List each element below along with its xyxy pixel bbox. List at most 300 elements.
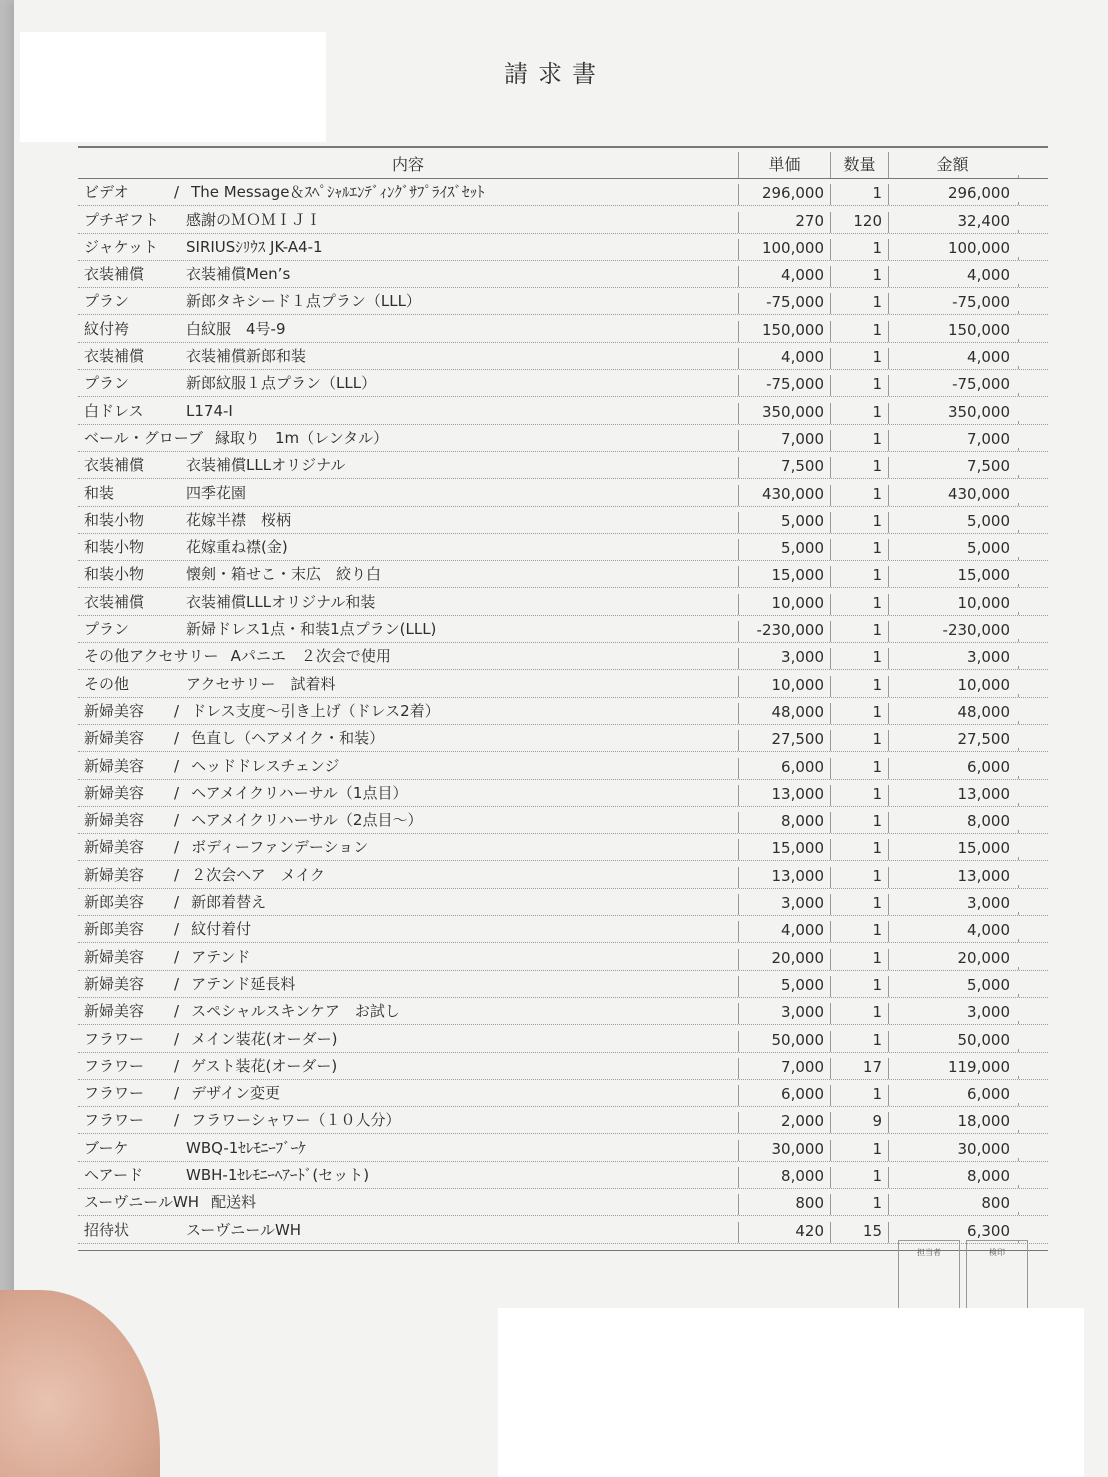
item-unit-price: -230,000 xyxy=(738,621,830,642)
item-name: ２次会ヘア メイク xyxy=(191,865,326,884)
item-content xyxy=(78,290,738,314)
item-quantity: 1 xyxy=(830,594,888,615)
item-unit-price: 27,500 xyxy=(738,730,830,751)
item-quantity: 1 xyxy=(830,1194,888,1215)
item-name: Aパニエ ２次会で使用 xyxy=(230,647,391,666)
item-unit-price: 50,000 xyxy=(738,1031,830,1052)
item-blank xyxy=(1018,1130,1048,1133)
item-name: 新郎紋服１点プラン（LLL） xyxy=(186,374,377,393)
item-amount: 150,000 xyxy=(888,321,1018,342)
item-blank xyxy=(1018,366,1048,369)
item-blank xyxy=(1018,1049,1048,1052)
item-blank xyxy=(1018,393,1048,396)
item-separator: / xyxy=(174,947,180,966)
item-quantity: 1 xyxy=(830,403,888,424)
item-blank xyxy=(1018,530,1048,533)
item-quantity: 1 xyxy=(830,921,888,942)
item-category: プラン xyxy=(84,292,130,311)
item-category: ヘアード xyxy=(84,1165,144,1184)
table-row xyxy=(78,588,1048,615)
item-amount: 5,000 xyxy=(888,976,1018,997)
item-unit-price: 100,000 xyxy=(738,239,830,260)
item-amount: 119,000 xyxy=(888,1058,1018,1079)
item-quantity: 1 xyxy=(830,621,888,642)
item-content xyxy=(78,864,738,888)
item-quantity: 1 xyxy=(830,1167,888,1188)
table-row xyxy=(78,206,1048,233)
item-name: 新郎着替え xyxy=(191,893,267,912)
item-quantity: 120 xyxy=(830,212,888,233)
item-unit-price: 3,000 xyxy=(738,1003,830,1024)
item-amount: 100,000 xyxy=(888,239,1018,260)
item-unit-price: 7,000 xyxy=(738,1058,830,1079)
item-category: 和装小物 xyxy=(84,538,145,557)
item-blank xyxy=(1018,448,1048,451)
item-blank xyxy=(1018,421,1048,424)
header-unit-price: 単価 xyxy=(738,152,830,178)
item-category: 新婦美容 xyxy=(84,1002,145,1021)
item-unit-price: 420 xyxy=(738,1222,830,1243)
item-content xyxy=(78,1219,738,1243)
item-separator: / xyxy=(174,1111,180,1130)
item-amount: 15,000 xyxy=(888,839,1018,860)
item-blank xyxy=(1018,1076,1048,1079)
item-quantity: 1 xyxy=(830,375,888,396)
item-blank xyxy=(1018,339,1048,342)
item-content xyxy=(78,591,738,615)
item-name: スーヴニールWH xyxy=(186,1220,302,1239)
item-name: 新郎タキシード１点プラン（LLL） xyxy=(186,292,421,311)
item-amount: 27,500 xyxy=(888,730,1018,751)
table-row xyxy=(78,943,1048,970)
header-content: 内容 xyxy=(391,155,424,174)
item-blank xyxy=(1018,639,1048,642)
item-content xyxy=(78,782,738,806)
item-amount: 800 xyxy=(888,1194,1018,1215)
item-quantity: 1 xyxy=(830,1085,888,1106)
item-content xyxy=(78,372,738,396)
item-name: 衣装補償LLLオリジナル xyxy=(186,456,346,475)
table-row xyxy=(78,234,1048,261)
item-content xyxy=(78,891,738,915)
item-blank xyxy=(1018,1185,1048,1188)
item-content xyxy=(78,427,738,451)
stamp-area xyxy=(898,1240,1028,1310)
item-content xyxy=(78,1055,738,1079)
item-name: 懐剣・箱せこ・末広 絞り白 xyxy=(186,565,382,584)
item-unit-price: 13,000 xyxy=(738,867,830,888)
item-blank xyxy=(1018,584,1048,587)
table-row xyxy=(78,752,1048,779)
item-unit-price: 6,000 xyxy=(738,1085,830,1106)
item-category: 新婦美容 xyxy=(84,947,145,966)
item-blank xyxy=(1018,475,1048,478)
item-separator: / xyxy=(174,838,180,857)
item-content xyxy=(78,454,738,478)
item-category: 新婦美容 xyxy=(84,974,145,993)
item-content xyxy=(78,318,738,342)
item-name: ドレス支度〜引き上げ（ドレス2着） xyxy=(191,701,440,720)
item-category: 新郎美容 xyxy=(84,920,145,939)
item-unit-price: 430,000 xyxy=(738,485,830,506)
item-separator: / xyxy=(174,701,180,720)
item-blank xyxy=(1018,830,1048,833)
item-amount: 32,400 xyxy=(888,212,1018,233)
item-unit-price: 3,000 xyxy=(738,894,830,915)
item-unit-price: 3,000 xyxy=(738,648,830,669)
header-quantity: 数量 xyxy=(830,152,888,178)
table-row xyxy=(78,1107,1048,1134)
item-unit-price: 8,000 xyxy=(738,812,830,833)
item-unit-price: 800 xyxy=(738,1194,830,1215)
item-quantity: 1 xyxy=(830,1003,888,1024)
item-amount: 5,000 xyxy=(888,539,1018,560)
item-amount: 50,000 xyxy=(888,1031,1018,1052)
redaction-box-top xyxy=(20,32,326,142)
item-quantity: 1 xyxy=(830,703,888,724)
item-amount: 350,000 xyxy=(888,403,1018,424)
item-unit-price: 7,500 xyxy=(738,457,830,478)
table-row xyxy=(78,971,1048,998)
item-content xyxy=(78,536,738,560)
table-row xyxy=(78,534,1048,561)
item-unit-price: 150,000 xyxy=(738,321,830,342)
item-amount: 6,000 xyxy=(888,758,1018,779)
item-content xyxy=(78,673,738,697)
item-amount: 7,000 xyxy=(888,430,1018,451)
item-category: 新婦美容 xyxy=(84,729,145,748)
item-amount: 5,000 xyxy=(888,512,1018,533)
item-name: 四季花園 xyxy=(186,483,247,502)
item-quantity: 1 xyxy=(830,266,888,287)
table-row xyxy=(78,179,1048,206)
item-content xyxy=(78,918,738,942)
item-separator: / xyxy=(174,893,180,912)
item-quantity: 1 xyxy=(830,348,888,369)
item-name: ヘッドドレスチェンジ xyxy=(191,756,340,775)
table-row xyxy=(78,780,1048,807)
item-category: 和装小物 xyxy=(84,565,145,584)
item-category: 衣装補償 xyxy=(84,347,145,366)
item-unit-price: 5,000 xyxy=(738,512,830,533)
item-blank xyxy=(1018,803,1048,806)
item-blank xyxy=(1018,612,1048,615)
document-title: 請求書 xyxy=(504,60,606,88)
item-name: SIRIUSｼﾘｳｽ JK-A4-1 xyxy=(186,237,323,256)
table-row xyxy=(78,998,1048,1025)
item-blank xyxy=(1018,748,1048,751)
item-unit-price: 15,000 xyxy=(738,839,830,860)
table-row xyxy=(78,370,1048,397)
table-row xyxy=(78,561,1048,588)
item-quantity: 1 xyxy=(830,648,888,669)
item-quantity: 1 xyxy=(830,485,888,506)
table-row xyxy=(78,1053,1048,1080)
item-unit-price: 4,000 xyxy=(738,921,830,942)
item-amount: -75,000 xyxy=(888,375,1018,396)
item-category: 白ドレス xyxy=(84,401,144,420)
item-separator: / xyxy=(174,974,180,993)
item-quantity: 1 xyxy=(830,239,888,260)
item-name: 感謝のＭＯＭＩＪＩ xyxy=(186,210,322,229)
item-amount: 4,000 xyxy=(888,921,1018,942)
item-name: 衣装補償新郎和装 xyxy=(186,347,307,366)
item-blank xyxy=(1018,202,1048,205)
item-name: 花嫁半襟 桜柄 xyxy=(186,510,292,529)
item-name: 衣装補償Men’s xyxy=(186,265,291,284)
item-unit-price: 5,000 xyxy=(738,976,830,997)
item-amount: 6,300 xyxy=(888,1222,1018,1243)
item-content xyxy=(78,1000,738,1024)
item-content xyxy=(78,236,738,260)
item-separator: / xyxy=(174,756,180,775)
item-amount: 296,000 xyxy=(888,184,1018,205)
item-category: 新郎美容 xyxy=(84,893,145,912)
item-amount: 3,000 xyxy=(888,648,1018,669)
item-unit-price: 20,000 xyxy=(738,949,830,970)
table-row xyxy=(78,288,1048,315)
item-category: 新婦美容 xyxy=(84,811,145,830)
table-row xyxy=(78,725,1048,752)
item-separator: / xyxy=(174,1056,180,1075)
item-blank xyxy=(1018,284,1048,287)
table-row xyxy=(78,807,1048,834)
stamp-box-inspection: 検印 xyxy=(966,1240,1028,1310)
item-category: 新婦美容 xyxy=(84,701,145,720)
item-quantity: 1 xyxy=(830,867,888,888)
item-separator: / xyxy=(174,1002,180,1021)
item-category: 紋付袴 xyxy=(84,319,130,338)
item-amount: 10,000 xyxy=(888,676,1018,697)
item-category: 新婦美容 xyxy=(84,756,145,775)
item-content xyxy=(78,1109,738,1133)
item-amount: 18,000 xyxy=(888,1112,1018,1133)
item-unit-price: 7,000 xyxy=(738,430,830,451)
item-content xyxy=(78,563,738,587)
item-category: その他アクセサリー xyxy=(84,647,219,666)
item-quantity: 1 xyxy=(830,785,888,806)
item-amount: 4,000 xyxy=(888,266,1018,287)
item-name: アテンド延長料 xyxy=(191,974,296,993)
item-name: 縁取り 1m（レンタル） xyxy=(214,428,389,447)
item-category: フラワー xyxy=(84,1084,145,1103)
item-name: 紋付着付 xyxy=(191,920,252,939)
item-category: 和装 xyxy=(84,483,115,502)
item-name: アテンド xyxy=(191,947,251,966)
item-amount: 6,000 xyxy=(888,1085,1018,1106)
item-unit-price: -75,000 xyxy=(738,375,830,396)
item-name: メイン装花(オーダー) xyxy=(191,1029,338,1048)
item-content xyxy=(78,263,738,287)
table-row xyxy=(78,670,1048,697)
item-name: 配送料 xyxy=(211,1193,257,1212)
item-name: ヘアメイクリハーサル（1点目） xyxy=(191,783,408,802)
item-name: フラワーシャワー（１０人分） xyxy=(191,1111,401,1130)
item-blank xyxy=(1018,1103,1048,1106)
item-amount: 20,000 xyxy=(888,949,1018,970)
item-amount: 13,000 xyxy=(888,785,1018,806)
item-category: プラン xyxy=(84,374,130,393)
item-category: ベール・グローブ xyxy=(84,428,203,447)
item-quantity: 17 xyxy=(830,1058,888,1079)
item-blank xyxy=(1018,857,1048,860)
item-quantity: 1 xyxy=(830,321,888,342)
item-unit-price: 8,000 xyxy=(738,1167,830,1188)
table-row xyxy=(78,698,1048,725)
item-amount: 30,000 xyxy=(888,1140,1018,1161)
table-row xyxy=(78,834,1048,861)
item-separator: / xyxy=(174,783,180,802)
item-blank xyxy=(1018,557,1048,560)
item-blank xyxy=(1018,994,1048,997)
item-blank xyxy=(1018,721,1048,724)
item-separator: / xyxy=(174,729,180,748)
item-quantity: 1 xyxy=(830,976,888,997)
item-amount: -75,000 xyxy=(888,293,1018,314)
item-content xyxy=(78,727,738,751)
item-name: 新婦ドレス1点・和装1点プラン(LLL) xyxy=(186,620,437,639)
item-blank xyxy=(1018,311,1048,314)
item-content xyxy=(78,946,738,970)
table-row xyxy=(78,479,1048,506)
table-row xyxy=(78,507,1048,534)
table-row xyxy=(78,861,1048,888)
table-row xyxy=(78,452,1048,479)
item-separator: / xyxy=(174,1029,180,1048)
item-unit-price: 5,000 xyxy=(738,539,830,560)
item-amount: 10,000 xyxy=(888,594,1018,615)
item-separator: / xyxy=(174,1084,180,1103)
table-row xyxy=(78,616,1048,643)
item-quantity: 1 xyxy=(830,730,888,751)
item-blank xyxy=(1018,776,1048,779)
invoice-table xyxy=(78,146,1048,1251)
item-category: ブーケ xyxy=(84,1138,129,1157)
item-quantity: 1 xyxy=(830,430,888,451)
table-body xyxy=(78,179,1048,1244)
item-separator: / xyxy=(174,865,180,884)
item-blank xyxy=(1018,503,1048,506)
item-amount: 8,000 xyxy=(888,1167,1018,1188)
item-blank xyxy=(1018,257,1048,260)
header-blank xyxy=(1018,175,1048,178)
item-blank xyxy=(1018,1212,1048,1215)
table-row xyxy=(78,261,1048,288)
item-quantity: 1 xyxy=(830,894,888,915)
item-name: WBQ-1ｾﾚﾓﾆｰﾌﾞｰｹ xyxy=(186,1138,306,1157)
item-quantity: 1 xyxy=(830,457,888,478)
item-unit-price: -75,000 xyxy=(738,293,830,314)
item-category: フラワー xyxy=(84,1029,145,1048)
item-category: 衣装補償 xyxy=(84,456,145,475)
item-blank xyxy=(1018,230,1048,233)
item-amount: 3,000 xyxy=(888,1003,1018,1024)
item-name: 衣装補償LLLオリジナル和装 xyxy=(186,592,376,611)
item-unit-price: 48,000 xyxy=(738,703,830,724)
stamp-box-person-in-charge: 担当者 xyxy=(898,1240,960,1310)
item-name: WBH-1ｾﾚﾓﾆｰﾍｱｰﾄﾞ(セット) xyxy=(186,1165,370,1184)
item-separator: / xyxy=(174,811,180,830)
item-content xyxy=(78,482,738,506)
item-separator: / xyxy=(174,920,180,939)
item-name: 花嫁重ね襟(金) xyxy=(186,538,288,557)
item-unit-price: 10,000 xyxy=(738,594,830,615)
item-category: 招待状 xyxy=(84,1220,130,1239)
item-content xyxy=(78,509,738,533)
table-row xyxy=(78,1025,1048,1052)
item-category: 新婦美容 xyxy=(84,838,145,857)
item-quantity: 1 xyxy=(830,566,888,587)
item-category: ジャケット xyxy=(84,237,158,256)
item-content xyxy=(78,645,738,669)
item-category: 新婦美容 xyxy=(84,865,145,884)
item-name: ヘアメイクリハーサル（2点目〜） xyxy=(191,811,423,830)
item-amount: 8,000 xyxy=(888,812,1018,833)
item-unit-price: 270 xyxy=(738,212,830,233)
table-row xyxy=(78,425,1048,452)
item-category: フラワー xyxy=(84,1056,145,1075)
item-unit-price: 6,000 xyxy=(738,758,830,779)
item-blank xyxy=(1018,1158,1048,1161)
item-amount: 4,000 xyxy=(888,348,1018,369)
item-unit-price: 4,000 xyxy=(738,348,830,369)
item-content xyxy=(78,1028,738,1052)
item-amount: 13,000 xyxy=(888,867,1018,888)
item-category: 和装小物 xyxy=(84,510,145,529)
item-quantity: 1 xyxy=(830,676,888,697)
item-content xyxy=(78,618,738,642)
item-category: プチギフト xyxy=(84,210,160,229)
item-quantity: 1 xyxy=(830,758,888,779)
item-unit-price: 4,000 xyxy=(738,266,830,287)
table-row xyxy=(78,916,1048,943)
item-category: フラワー xyxy=(84,1111,145,1130)
item-category: 衣装補償 xyxy=(84,592,145,611)
header-amount: 金額 xyxy=(888,152,1018,178)
item-amount: 7,500 xyxy=(888,457,1018,478)
item-blank xyxy=(1018,1021,1048,1024)
item-quantity: 15 xyxy=(830,1222,888,1243)
item-name: L174-I xyxy=(186,401,233,420)
item-blank xyxy=(1018,694,1048,697)
table-row xyxy=(78,1134,1048,1161)
item-content xyxy=(78,1164,738,1188)
item-name: ボディーファンデーション xyxy=(191,838,369,857)
item-quantity: 1 xyxy=(830,184,888,205)
table-row xyxy=(78,1162,1048,1189)
item-amount: 15,000 xyxy=(888,566,1018,587)
table-row xyxy=(78,1189,1048,1216)
table-row xyxy=(78,1080,1048,1107)
item-content xyxy=(78,181,738,205)
item-amount: 48,000 xyxy=(888,703,1018,724)
item-blank xyxy=(1018,967,1048,970)
item-blank xyxy=(1018,939,1048,942)
item-content xyxy=(78,809,738,833)
item-content xyxy=(78,209,738,233)
table-header-row xyxy=(78,148,1048,179)
item-name: ゲスト装花(オーダー) xyxy=(191,1056,338,1075)
item-quantity: 1 xyxy=(830,1031,888,1052)
item-unit-price: 13,000 xyxy=(738,785,830,806)
item-quantity: 1 xyxy=(830,812,888,833)
item-blank xyxy=(1018,912,1048,915)
item-category: 衣装補償 xyxy=(84,265,145,284)
item-quantity: 1 xyxy=(830,293,888,314)
item-content xyxy=(78,1082,738,1106)
item-name: 色直し（ヘアメイク・和装） xyxy=(191,729,385,748)
item-content xyxy=(78,345,738,369)
